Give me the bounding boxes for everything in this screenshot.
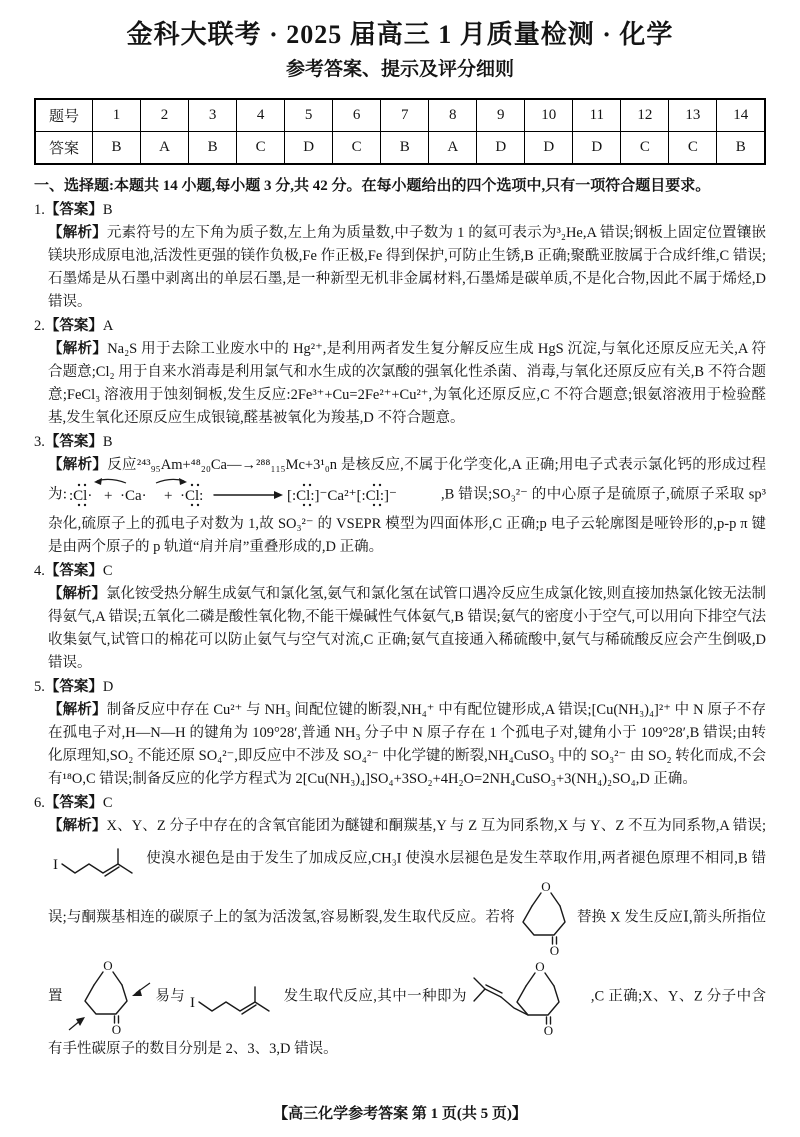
iodoalkene-structure (51, 838, 143, 880)
answer-letter: B (102, 202, 113, 218)
answer-cell: D (525, 132, 573, 165)
answer-cell: D (285, 132, 333, 165)
answer-cell: B (381, 132, 429, 165)
bridge-oxygen-label: O (103, 958, 113, 973)
analysis-text: ,C 正确;X、Y、Z 分子中含有手性碳原子的数目分别是 2、3、3,D 错误。 (48, 988, 767, 1057)
number-cell: 6 (333, 99, 381, 132)
section-heading: 一、选择题:本题共 14 小题,每小题 3 分,共 42 分。在每小题给出的四个选项中,只有一项符合题目要求。 (34, 178, 711, 194)
number-cell: 2 (141, 99, 189, 132)
question-block-1 (34, 199, 766, 314)
answer-label: 【答案】 (44, 318, 103, 334)
answer-cell: C (333, 132, 381, 165)
answer-cell: B (717, 132, 765, 165)
answer-letter: A (102, 318, 114, 334)
answer-label: 【答案】 (44, 434, 103, 450)
answer-line (34, 315, 766, 338)
number-cell: 1 (93, 99, 141, 132)
answer-cell: B (189, 132, 237, 165)
analysis-text: 元素符号的左下角为质子数,左上角为质量数,中子数为 1 的氦可表示为³₂He,A 错误;钢板上固定位置镶嵌镁块形成原电池,活泼性更强的镁作负极,Fe 作正极,Fe 得到保护,可防止生锈,B 正确;聚酰亚胺属于合成纤维,C 错误;石墨烯是从石墨中剥离出的单层石墨,是一种新型无机非金属材料,石墨烯是碳单质,不是化合物,因此不属于烯烃,D 错误。 (48, 225, 766, 310)
electron-formula-ca: ·Ca· (119, 488, 147, 504)
question-block-4 (34, 560, 766, 675)
answer-label: 【答案】 (44, 795, 103, 811)
number-cell: 11 (573, 99, 621, 132)
ketone-oxygen-label: O (111, 1022, 122, 1036)
number-cell: 3 (189, 99, 237, 132)
analysis-label: 【解析】 (48, 225, 107, 241)
analysis-text: 发生取代反应,其中一种即为 (283, 988, 467, 1005)
analysis-paragraph (48, 338, 766, 430)
answer-line (34, 431, 766, 454)
analysis-label: 【解析】 (48, 818, 107, 834)
answer-cell: B (93, 132, 141, 165)
bridge-oxygen-label: O (535, 959, 545, 974)
answer-cell: D (573, 132, 621, 165)
answer-cell: C (237, 132, 285, 165)
answer-letter: C (102, 563, 113, 579)
answer-cell: A (429, 132, 477, 165)
analysis-paragraph (48, 815, 766, 1061)
number-cell: 9 (477, 99, 525, 132)
table-row-numbers (35, 99, 765, 132)
question-number: 6. (34, 795, 45, 811)
number-cell: 12 (621, 99, 669, 132)
iodine-atom-label: I (190, 995, 196, 1011)
row-header: 答案 (35, 132, 93, 165)
number-cell: 10 (525, 99, 573, 132)
iodoalkene-structure (188, 976, 280, 1018)
iodine-atom-label: I (53, 857, 58, 873)
ketone-oxygen-label: O (549, 943, 559, 956)
electron-formula-cl-left: :Cl· (68, 488, 93, 504)
analysis-label: 【解析】 (48, 457, 108, 473)
ketone-oxygen-label: O (543, 1023, 554, 1038)
answer-line (34, 560, 766, 583)
answer-letter: C (102, 795, 113, 811)
row-header: 题号 (35, 99, 93, 132)
analysis-text: 使溴水褪色是由于发生了加成反应,CH₃I 使溴水层褪色是发生萃取作用,两者褪色原理不相同,B 错误;与酮羰基相连的碳原子上的氢为活泼氢,容易断裂,发生取代反应。若将 (48, 850, 766, 926)
question-number: 5. (34, 679, 45, 695)
analysis-label: 【解析】 (48, 586, 107, 602)
exam-title: 金科大联考 · 2025 届高三 1 月质量检测 · 化学 (126, 20, 674, 49)
analysis-text: 氯化铵受热分解生成氨气和氯化氢,氨气和氯化氢在试管口遇冷反应生成氯化铵,则直接加热氯化铵无法制得氨气,A 错误;五氧化二磷是酸性氧化物,不能干燥碱性气体氨气,B 错误;氨气的密度小于空气,可以用向下排空气法收集氨气,试管口的棉花可以防止氨气与空气对流,C 正确;氨气直接通入稀硫酸中,氨气与稀硫酸反应会产生倒吸,D 错误。 (48, 586, 767, 671)
answer-label: 【答案】 (44, 679, 103, 695)
number-cell: 13 (669, 99, 717, 132)
question-number: 3. (34, 434, 45, 450)
answer-line (34, 199, 766, 222)
question-block-2 (34, 315, 766, 430)
page-footer: 【高三化学参考答案 第 1 页(共 5 页)】 (273, 1106, 527, 1122)
analysis-paragraph (48, 699, 766, 791)
electron-formula-diagram (68, 477, 440, 513)
answer-line (34, 676, 766, 699)
analysis-text: 制备反应中存在 Cu²⁺ 与 NH₃ 间配位键的断裂,NH₄⁺ 中有配位键形成,A 错误;[Cu(NH₃)₄]²⁺ 中 N 原子不存在孤电子对,H—N—H 的键角为 109°28′,普通 NH₃ 分子中 N 原子存在 1 个孤电子对,键角小于 109°28′,B 错误;由转化原理知,SO₂ 不能还原 SO₄²⁻,即反应中不涉及 SO₄²⁻ 中化学键的断裂,NH₄CuSO₃ 中的 SO₃²⁻ 由 SO₂ 转化而成,不会有¹⁸O,C 错误;制备反应的化学方程式为 2[Cu(NH₃)₄]SO₄+3SO₂+4H₂O=2NH₄CuSO₃+3(NH₄)₂SO₄,D 正确。 (48, 702, 767, 787)
oxabicyclic-ketone-structure (518, 880, 574, 956)
answer-cell: D (477, 132, 525, 165)
question-number: 2. (34, 318, 45, 334)
analysis-text: 反应²⁴³₉₅Am+⁴⁸₂₀Ca―→²⁸⁸₁₁₅Mc+3¹₀n 是核反应,不属于化学变化,A 正确;用电子式表示氯化钙的形成过程为: (48, 457, 766, 503)
analysis-text: Na₂S 用于去除工业废水中的 Hg²⁺,是利用两者发生复分解反应生成 HgS 沉淀,与氧化还原反应无关,A 符合题意;Cl₂ 用于自来水消毒是利用氯气和水生成的次氯酸的强氧化性杀菌、消毒,与氧化还原反应有关,B 不符合题意;FeCl₃ 溶液用于蚀刻铜板,发生反应:2Fe³⁺+Cu=2Fe²⁺+Cu²⁺,为氧化还原反应,C 不符合题意;银氨溶液用于检验醛基,发生氧化还原反应生成银镜,醛基被氧化为羧基,D 不符合题意。 (48, 341, 767, 426)
number-cell: 8 (429, 99, 477, 132)
exam-subtitle: 参考答案、提示及评分细则 (285, 59, 514, 80)
electron-formula-cl-right: ·Cl: (179, 488, 204, 504)
bridge-oxygen-label: O (541, 880, 551, 894)
analysis-paragraph (48, 454, 766, 559)
question-number: 4. (34, 563, 45, 579)
answer-cell: C (669, 132, 717, 165)
question-block-6 (34, 792, 766, 1061)
answer-letter: B (102, 434, 113, 450)
answer-letter: D (102, 679, 114, 695)
answer-cell: A (141, 132, 189, 165)
oxabicyclic-ketone-arrows-structure (66, 958, 152, 1036)
question-number: 1. (34, 202, 45, 218)
answer-label: 【答案】 (44, 563, 103, 579)
plus-sign: + (103, 488, 113, 504)
answer-label: 【答案】 (44, 202, 103, 218)
analysis-paragraph (48, 583, 766, 675)
table-row-answers (35, 132, 765, 165)
analysis-text: 易与 (154, 988, 186, 1005)
analysis-text: ,B 错误;SO₃²⁻ 的中心原子是硫原子,硫原子采取 sp³ 杂化,硫原子上的孤电子对数为 1,故 SO₃²⁻ 的 VSEPR 模型为四面体形,C 正确;p 电子云轮廓图是哑铃形的,p-p π 键是由两个原子的 p 轨道“肩并肩”重叠形成的,D 正确。 (48, 486, 767, 555)
electron-formula-product: [:Cl:]⁻Ca²⁺[:Cl:]⁻ (286, 488, 397, 504)
question-block-5 (34, 676, 766, 791)
plus-sign: + (163, 488, 173, 504)
number-cell: 7 (381, 99, 429, 132)
answer-line (34, 792, 766, 815)
analysis-paragraph (48, 222, 766, 314)
number-cell: 5 (285, 99, 333, 132)
analysis-text: 替换 X 发生反应Ⅰ,箭头所指位置 (48, 909, 766, 1005)
number-cell: 14 (717, 99, 765, 132)
answer-cell: C (621, 132, 669, 165)
substitution-product-structure (470, 956, 588, 1038)
analysis-text: X、Y、Z 分子中存在的含氧官能团为醚键和酮羰基,Y 与 Z 互为同系物,X 与 Y、Z 不互为同系物,A 错误; (106, 818, 767, 834)
number-cell: 4 (237, 99, 285, 132)
analysis-label: 【解析】 (48, 341, 108, 357)
answer-table (34, 98, 766, 165)
question-block-3 (34, 431, 766, 559)
analysis-label: 【解析】 (48, 702, 107, 718)
